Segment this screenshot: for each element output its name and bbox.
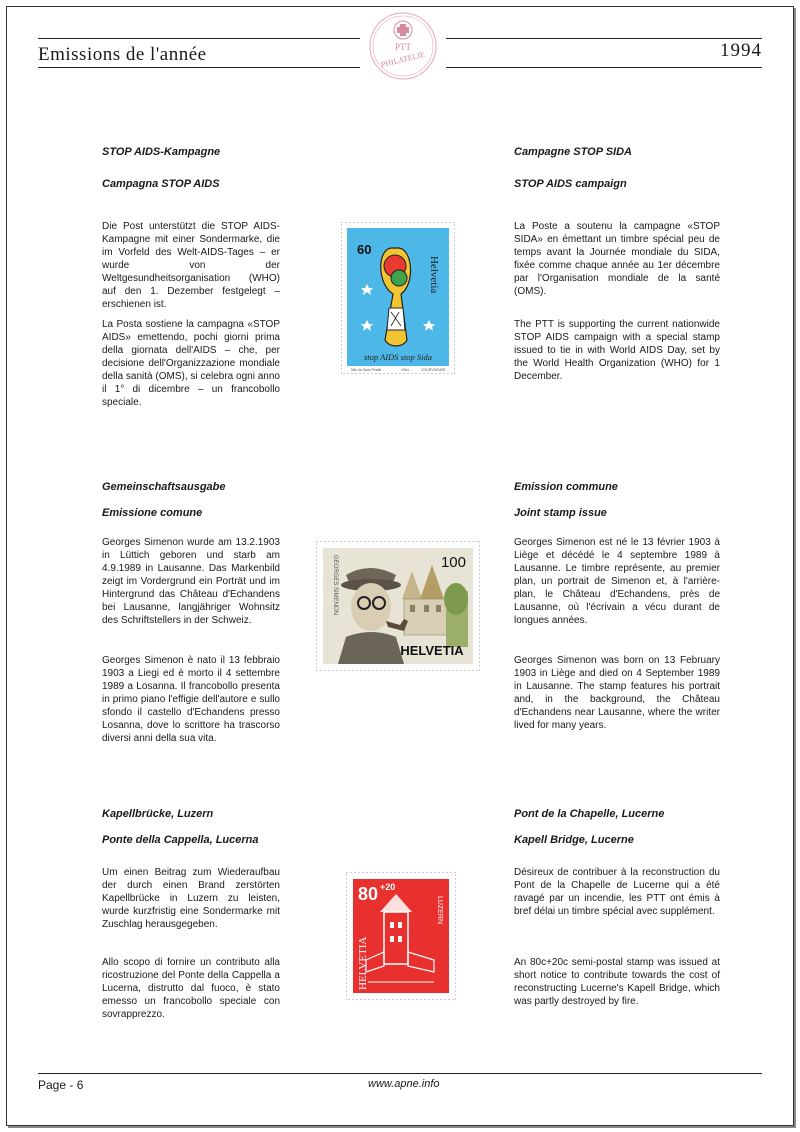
heading-de-2: Gemeinschaftsausgabe xyxy=(102,481,226,493)
heading-en-2: Joint stamp issue xyxy=(514,507,607,519)
stamp3-value: 80 xyxy=(358,884,379,904)
header-rule-right xyxy=(446,38,762,39)
stamp1-country: Helvetia xyxy=(428,256,440,294)
text-fr-3: Désireux de contribuer à la reconstruction du Pont de la Chapelle de Lucerne qui a été ravagé par un incendie, les PTT ont émis à bref délai un timbre spécial avec supplément. xyxy=(514,867,720,917)
footer-rule xyxy=(38,1073,762,1074)
heading-de-1: STOP AIDS-Kampagne xyxy=(102,146,221,158)
text-en-1: The PTT is supporting the current nationwide STOP AIDS campaign with a special stamp issued to tie in with World AIDS Day, set by the World Health Organization (WHO) for 1 December. xyxy=(514,319,720,382)
text-fr-2: Georges Simenon est né le 13 février 1903 à Liège et décédé le 4 septembre 1989 à Lausanne. Le timbre représente, au premier plan, un portrait de Simenon et, à l'arrière-plan, le Château d'Echandens, près de Lausanne, où l'écrivain a vécu durant de longues années. xyxy=(514,537,720,626)
text-de-2: Georges Simenon wurde am 13.2.1903 in Lüttich geboren und starb am 4.9.1989 in Lausanne. Das Markenbild zeigt im Vordergrund ein Porträt und im Hintergrund das Château d'Echandens bei Lausanne, langjähriger Wohnsitz des Schriftstellers in der Schweiz. xyxy=(102,537,280,626)
stamp1-credit-mid: 1994 xyxy=(401,368,409,372)
header-rule-left xyxy=(38,38,360,39)
text-it-1: La Posta sostiene la campagna «STOP AIDS» emettendo, pochi giorni prima della giornata dell'AIDS – che, per decisione dell'Organizzazione mondiale della sanità (OMS), si celebra ogni anno il 1° di dicembre – un francobollo speciale. xyxy=(102,319,280,408)
stamp2-country: HELVETIA xyxy=(400,643,464,658)
heading-fr-1: Campagne STOP SIDA xyxy=(514,146,632,158)
heading-en-1: STOP AIDS campaign xyxy=(514,178,627,190)
stamp-stop-aids xyxy=(341,222,455,374)
stamp3-country: HELVETIA xyxy=(357,936,369,990)
heading-en-3: Kapell Bridge, Lucerne xyxy=(514,834,634,846)
stamp1-credit-left: Niki de Saint Phalle xyxy=(351,368,382,372)
page-year: 1994 xyxy=(720,40,762,61)
stamp-kapellbruecke xyxy=(346,872,456,1000)
footer-url[interactable]: www.apne.info xyxy=(368,1078,440,1090)
header-underline-left xyxy=(38,67,360,68)
heading-it-3: Ponte della Cappella, Lucerna xyxy=(102,834,259,846)
page-number: Page - 6 xyxy=(38,1078,84,1092)
stamp1-caption: stop AIDS stop Sida xyxy=(363,352,433,362)
header-underline-right xyxy=(446,67,762,68)
logo-text-top: PTT xyxy=(394,42,412,52)
logo-text-bottom: PHILATELIE xyxy=(380,49,426,70)
text-de-3: Um einen Beitrag zum Wiederaufbau der durch einen Brand zerstörten Kapellbrücke in Luzern zu leisten, wurde kurzfristig eine Sondermarke mit Zuschlag herausgegeben. xyxy=(102,867,280,930)
stamp2-side-text: GEORGES SIMENON xyxy=(332,555,338,616)
stamp2-value: 100 xyxy=(440,554,466,571)
text-it-3: Allo scopo di fornire un contributo alla ricostruzione del Ponte della Cappella a Lucerna, distrutto dal fuoco, è stato emesso un francobollo speciale con sovrapprezzo. xyxy=(102,957,280,1020)
text-de-1: Die Post unterstützt die STOP AIDS-Kampagne mit einer Sondermarke, die im Vorfeld des Welt-AIDS-Tages – er wurde von der Weltgesundheitsorganisation (WHO) auf den 1. Dezember festgelegt – erschienen ist. xyxy=(102,221,280,310)
heading-de-3: Kapellbrücke, Luzern xyxy=(102,808,214,820)
stamp-simenon xyxy=(316,541,480,671)
heading-fr-2: Emission commune xyxy=(514,481,618,493)
text-fr-1: La Poste a soutenu la campagne «STOP SIDA» en émettant un timbre spécial peu de temps avant la Journée mondiale du SIDA, fixée comme chaque année au 1er décembre par l'Organisation mondiale de la santé (OMS). xyxy=(514,221,720,297)
heading-it-1: Campagna STOP AIDS xyxy=(102,178,220,190)
heading-fr-3: Pont de la Chapelle, Lucerne xyxy=(514,808,665,820)
ptt-philatelie-logo xyxy=(361,10,445,82)
text-en-3: An 80c+20c semi-postal stamp was issued at short notice to contribute towards the cost of reconstructing Lucerne's Kapell Bridge, which was partly destroyed by fire. xyxy=(514,957,720,1007)
stamp1-value: 60 xyxy=(357,242,372,257)
stamp3-surcharge: +20 xyxy=(380,882,396,892)
heading-it-2: Emissione comune xyxy=(102,507,203,519)
page-title: Emissions de l'année xyxy=(38,44,207,65)
stamp1-credit-right: COURVOISIER xyxy=(421,368,446,372)
text-en-2: Georges Simenon was born on 13 February 1903 in Liège and died on 4 September 1989 in Lausanne. The stamp features his portrait and, in the background, the Château d'Echandens near Lausanne, where the writer lived for many years. xyxy=(514,655,720,731)
stamp3-side-text: LUZERN xyxy=(436,896,443,925)
text-it-2: Georges Simenon è nato il 13 febbraio 1903 a Liegi ed è morto il 4 settembre 1989 a Losanna. Il francobollo presenta in primo piano l'effigie dell'autore e sullo sfondo il castello d'Echandens presso Losanna, dove lo scrittore ha trascorso diversi anni della sua vita. xyxy=(102,655,280,744)
